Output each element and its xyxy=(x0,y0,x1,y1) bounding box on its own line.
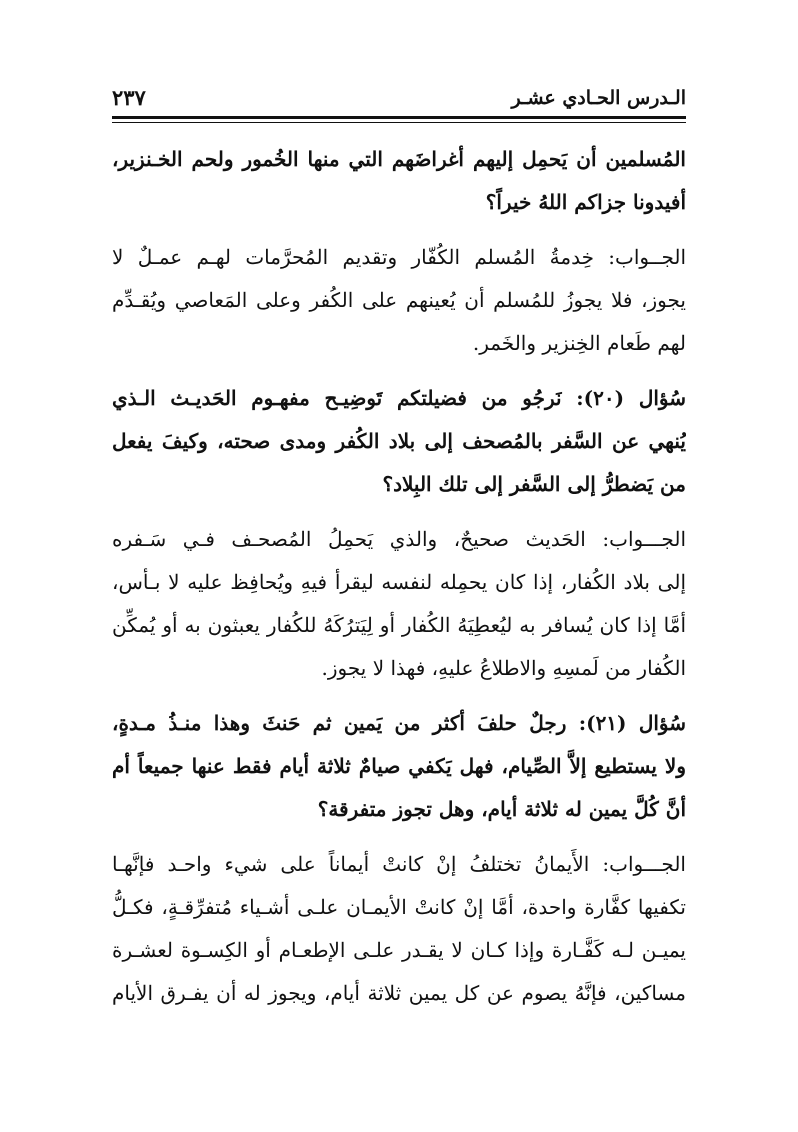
running-title: الـدرس الحـادي عشـر xyxy=(511,87,686,109)
text-line: من يَضطرُّ إلى السَّفر إلى تلك البِلاد؟ xyxy=(382,472,686,496)
text-line: أنَّ كُلَّ يمين له ثلاثة أيام، وهل تجوز متفرقة؟ xyxy=(317,797,686,821)
text-line: الكُفار من لَمسِهِ والاطلاعُ عليهِ، فهذا لا يجوز. xyxy=(321,656,686,680)
question-paragraph xyxy=(112,702,686,831)
question-paragraph xyxy=(112,377,686,506)
text-line: سُؤال (٢٠): نَرجُو من فضيلتكم تَوضِيـح مفهـوم الحَديـث الـذي xyxy=(112,386,686,410)
answer-paragraph xyxy=(112,236,686,365)
header-rule-thick xyxy=(112,116,686,119)
text-line: الجــواب: خِدمةُ المُسلم الكُفّار وتقديم المُحرَّمات لهـم عمـلٌ لا xyxy=(112,245,686,269)
text-line: يميـن لـه كَفَّـارة وإذا كـان لا يقـدر علـى الإطعـام أو الكِسـوة لعشـرة xyxy=(112,938,686,962)
text-line: يُنهي عن السَّفر بالمُصحف إلى بلاد الكُفر ومدى صحته، وكيفَ يفعل xyxy=(112,429,686,453)
text-line: مساكين، فإنَّهُ يصوم عن كل يمين ثلاثة أيام، ويجوز له أن يفـرق الأيام xyxy=(112,981,686,1005)
text-line: يجوز، فلا يجوزُ للمُسلم أن يُعينهم على الكُفر وعلى المَعاصي ويُقـدِّم xyxy=(112,288,686,312)
answer-paragraph xyxy=(112,843,686,1015)
question-tail-paragraph xyxy=(112,138,686,224)
text-line: الجـــواب: الأَيمانُ تختلفُ إنْ كانتْ أيماناً على شيء واحـد فإنَّهـا xyxy=(112,852,686,876)
text-line: إلى بلاد الكُفار، إذا كان يحمِله لنفسه ليقرأ فيهِ ويُحافِظ عليه لا بـأس، xyxy=(112,570,686,594)
page-number: ٢٣٧ xyxy=(112,85,146,110)
text-line: الجـــواب: الحَديث صحيحٌ، والذي يَحمِلُ المُصحـف فـي سَـفره xyxy=(112,527,686,551)
text-line: أفيدونا جزاكم اللهُ خيراً؟ xyxy=(485,190,686,214)
answer-paragraph xyxy=(112,518,686,690)
text-line: ولا يستطيع إلاَّ الصِّيام، فهل يَكفي صيامٌ ثلاثة أيام فقط عنها جميعاً أم xyxy=(112,754,686,778)
text-line: المُسلمين أن يَحمِل إليهم أغراضَهم التي منها الخُمور ولحم الخـنزير، xyxy=(112,147,686,171)
text-line: أمَّا إذا كان يُسافر به ليُعطِيَهُ الكُفار أو لِيَترُكَهُ للكُفار يعبثون به أو يُمكِّن xyxy=(112,613,686,637)
text-line: تكفيها كفَّارة واحدة، أمَّا إنْ كانتْ الأيمـان علـى أشـياء مُتفرِّقـةٍ، فكـلُّ xyxy=(112,895,686,919)
header-rule-thin xyxy=(112,122,686,123)
page-header xyxy=(112,84,686,114)
text-line: سُؤال (٢١): رجلٌ حلفَ أكثر من يَمين ثم حَنثَ وهذا منـذُ مـدةٍ، xyxy=(112,711,686,735)
text-line: لهم طَعام الخِنزير والخَمر. xyxy=(472,331,686,355)
page-body xyxy=(112,138,686,1027)
